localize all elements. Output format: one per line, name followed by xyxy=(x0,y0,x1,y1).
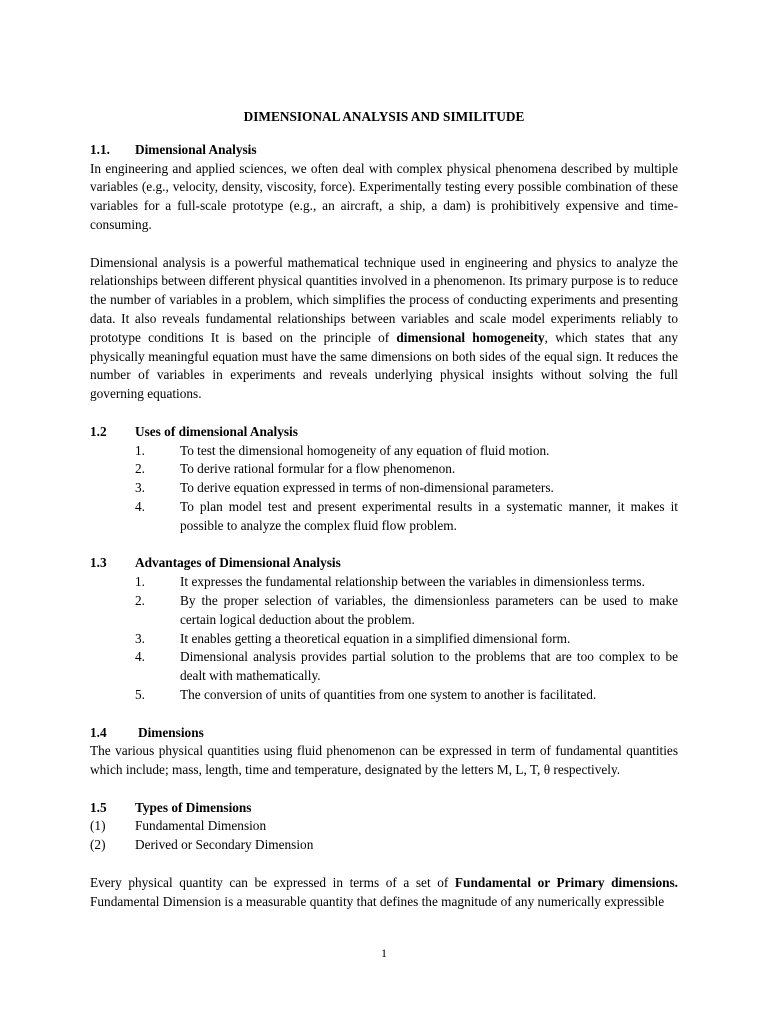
list-item: 1. It expresses the fundamental relationship between the variables in dimensionless terms. xyxy=(135,574,645,590)
paragraph-types: Every physical quantity can be expressed in terms of a set of Fundamental or Primary dimensions. Fundamental Dimension is a measurable quantity that defines the magnitude of any numerically expressible xyxy=(90,874,678,909)
section-title: Types of Dimensions xyxy=(135,799,252,815)
paragraph-intro: In engineering and applied sciences, we often deal with complex physical phenomena described by multiple variables (e.g., velocity, density, viscosity, force). Experimentally testing every possible combination of these variables for a full-scale prototype (e.g., an aircraft, a ship, a dam) is prohibitively expensive and time-consuming. xyxy=(90,160,678,232)
advantages-list xyxy=(90,573,678,705)
document-title: DIMENSIONAL ANALYSIS AND SIMILITUDE xyxy=(243,109,525,124)
list-item: 2. By the proper selection of variables, the dimensionless parameters can be used to make certain logical deduction about the problem. xyxy=(135,592,678,627)
list-item: 4. To plan model test and present experimental results in a systematic manner, it makes it possible to analyze the complex fluid flow problem. xyxy=(135,498,678,533)
list-item: 3. It enables getting a theoretical equation in a simplified dimensional form. xyxy=(135,630,571,646)
list-item: 1. To test the dimensional homogeneity of any equation of fluid motion. xyxy=(135,442,550,458)
section-title: Uses of dimensional Analysis xyxy=(135,423,298,439)
bold-term: dimensional homogeneity xyxy=(396,329,545,345)
section-heading-1-5 xyxy=(90,799,678,818)
list-item: 2. To derive rational formular for a flow phenomenon. xyxy=(135,461,456,477)
list-item: 4. Dimensional analysis provides partial solution to the problems that are too complex to be dealt with mathematically. xyxy=(135,649,678,684)
uses-list xyxy=(90,442,678,536)
section-heading-1-4 xyxy=(90,724,678,743)
list-item: (1) Fundamental Dimension xyxy=(90,818,267,834)
paragraph-dimensional-analysis: Dimensional analysis is a powerful mathematical technique used in engineering and physics to analyze the relationships between different physical quantities involved in a phenomenon. Its primary purpose is to reduce the number of variables in a problem, which simplifies the process of conducting experiments and presenting data. It also reveals fundamental relationships between variables and scale model experiments reliably to prototype conditions It is based on the principle of dimensional homogeneity, which states that any physically meaningful equation must have the same dimensions on both sides of the equal sign. It reduces the number of variables in experiments and reveals underlying physical insights without solving the full governing equations. xyxy=(90,254,678,402)
page-number: 1 xyxy=(381,946,387,960)
document-page xyxy=(90,108,678,911)
paragraph-dimensions: The various physical quantities using fluid phenomenon can be expressed in term of fundamental quantities which include; mass, length, time and temperature, designated by the letters M, L, T, θ respectively. xyxy=(90,743,678,778)
section-number: 1.2 xyxy=(90,423,107,439)
bold-term: Fundamental or Primary dimensions. xyxy=(454,874,678,890)
section-heading-1-2 xyxy=(90,423,678,442)
list-item: 5. The conversion of units of quantities from one system to another is facilitated. xyxy=(135,686,597,702)
section-title: Dimensions xyxy=(138,724,204,740)
section-heading-1-3 xyxy=(90,554,678,573)
section-number: 1.3 xyxy=(90,555,107,571)
list-item: (2) Derived or Secondary Dimension xyxy=(90,837,314,853)
section-title: Dimensional Analysis xyxy=(135,141,257,157)
list-item: 3. To derive equation expressed in terms of non-dimensional parameters. xyxy=(135,480,554,496)
section-number: 1.5 xyxy=(90,799,107,815)
section-title: Advantages of Dimensional Analysis xyxy=(135,555,341,571)
section-number: 1.4 xyxy=(90,724,107,740)
section-heading-1-1 xyxy=(90,141,678,160)
section-number: 1.1. xyxy=(90,141,110,157)
